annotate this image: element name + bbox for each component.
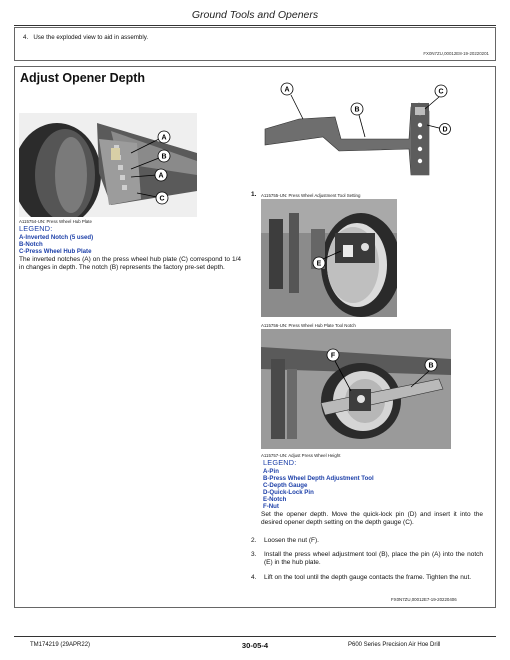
callout-c: C xyxy=(438,88,444,96)
legend2-item: F-Nut xyxy=(263,503,279,510)
previous-section-doc-code: FX0N7ZU,00012E8-19-20220201 xyxy=(423,51,489,56)
figure2-caption: A115755-UN: Press Wheel Adjustment Tool Setting xyxy=(261,193,361,198)
step-text: Loosen the nut (F). xyxy=(264,537,319,544)
header-divider xyxy=(14,25,496,26)
callout-a-2: A xyxy=(158,172,164,180)
step-number: 3. xyxy=(251,551,257,558)
legend2-item: D-Quick-Lock Pin xyxy=(263,489,314,496)
footer-product-name: P600 Series Precision Air Hoe Drill xyxy=(348,642,441,648)
legend1-title: LEGEND: xyxy=(19,224,53,233)
callout-a: A xyxy=(284,86,290,94)
legend1-item: C-Press Wheel Hub Plate xyxy=(19,248,92,255)
legend2-item: A-Pin xyxy=(263,468,279,475)
hub-plate-description: The inverted notches (A) on the press wheel hub plate (C) correspond to 1/4 in changes in depth. The notch (B) represents the factory pre-set depth. xyxy=(19,256,241,272)
press-wheel-hub-plate-figure xyxy=(19,113,197,217)
previous-section-box xyxy=(14,27,496,61)
step-number: 4. xyxy=(251,574,257,581)
step-number: 2. xyxy=(251,537,257,544)
callout-e: E xyxy=(316,260,322,268)
callout-b: B xyxy=(428,362,434,370)
callout-f: F xyxy=(330,352,336,360)
legend1-item: A-Inverted Notch (5 used) xyxy=(19,234,94,241)
callout-d: D xyxy=(442,126,448,134)
footer-divider xyxy=(14,636,496,637)
figure3-caption: A115756-UN: Press Wheel Hub Plate Tool Notch xyxy=(261,323,356,328)
step-2 xyxy=(251,537,483,546)
adjustment-tool-figure xyxy=(261,77,451,181)
footer-page-number: 30-05-4 xyxy=(241,641,269,650)
step-1-number: 1. xyxy=(251,191,257,198)
page-header-title: Ground Tools and Openers xyxy=(191,9,319,21)
figure1-caption: A115754-UN: Press Wheel Hub Plate xyxy=(19,219,92,224)
previous-step xyxy=(23,34,148,41)
figure4-caption: A115757-UN: Adjust Press Wheel Height xyxy=(261,453,341,458)
callout-a-1: A xyxy=(161,134,167,142)
adjust-press-wheel-height-figure xyxy=(261,329,451,449)
previous-step-text: Use the exploded view to aid in assembly. xyxy=(33,34,149,41)
legend2-item: E-Notch xyxy=(263,496,287,503)
legend2-item: C-Depth Gauge xyxy=(263,482,308,489)
section-title: Adjust Opener Depth xyxy=(20,71,146,85)
previous-step-number: 4. xyxy=(23,34,29,41)
step-text: Install the press wheel adjustment tool (B), place the pin (A) into the notch (E) in the hub plate. xyxy=(264,551,483,567)
set-opener-depth-text: Set the opener depth. Move the quick-lock pin (D) and insert it into the desired opener depth setting on the depth gauge (C). xyxy=(261,511,483,527)
step-3 xyxy=(251,551,483,569)
step-4 xyxy=(251,574,483,592)
adjust-opener-depth-section xyxy=(14,66,496,608)
step-text: Lift on the tool until the depth gauge contacts the frame. Tighten the nut. xyxy=(264,574,472,581)
callout-b: B xyxy=(354,106,360,114)
callout-b: B xyxy=(161,153,167,161)
legend2-item: B-Press Wheel Depth Adjustment Tool xyxy=(263,475,374,482)
tool-notch-figure xyxy=(261,199,397,317)
section-doc-code: FX0N7ZU,00012E7-19-20220406 xyxy=(391,597,457,602)
legend1-item: B-Notch xyxy=(19,241,43,248)
legend2-title: LEGEND: xyxy=(263,458,297,467)
footer-manual-id: TM174219 (29APR22) xyxy=(30,642,91,648)
callout-c: C xyxy=(159,195,165,203)
